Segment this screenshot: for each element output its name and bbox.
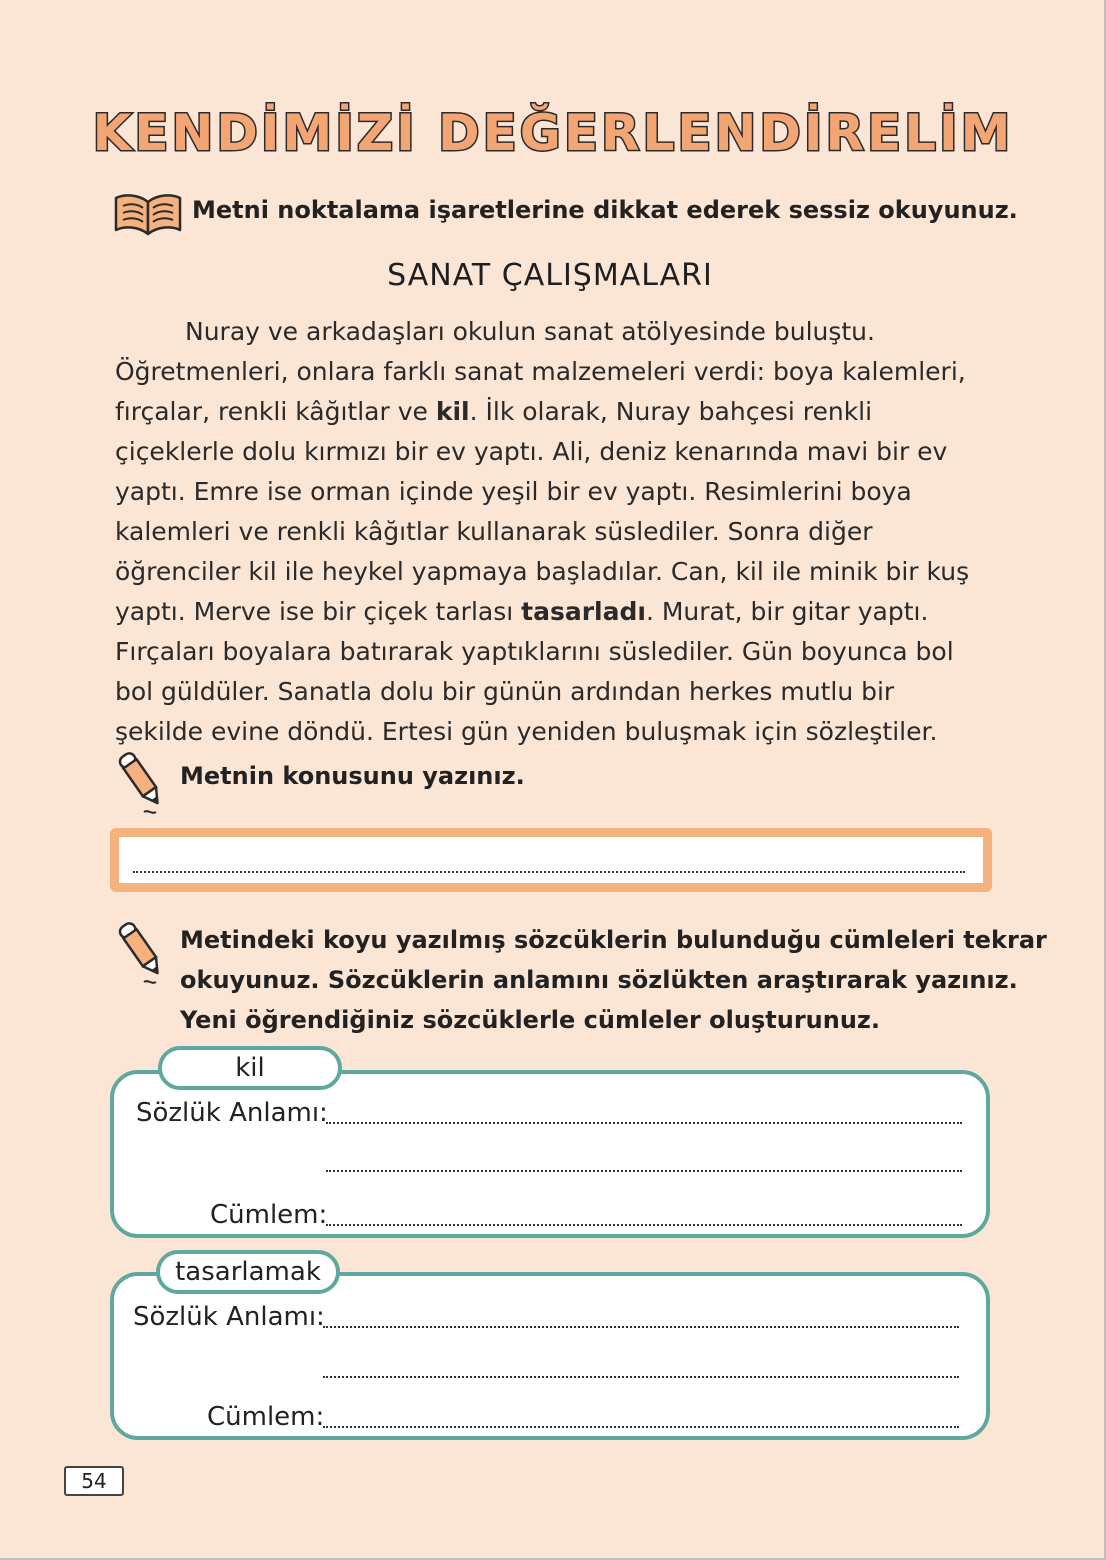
- topic-answer-box[interactable]: [110, 828, 992, 892]
- question-vocabulary-line-3: Yeni öğrendiğiniz sözcüklerle cümleler oluşturunuz.: [180, 1006, 880, 1034]
- word-tab-kil: kil: [158, 1046, 342, 1090]
- story-title: SANAT ÇALIŞMALARI: [387, 258, 713, 293]
- reading-instruction: Metni noktalama işaretlerine dikkat ederek sessiz okuyunuz.: [192, 196, 1018, 224]
- sentence-label: Cümlem:: [207, 1402, 325, 1432]
- story-part-1: Nuray ve arkadaşları okulun sanat atölyesinde buluştu. Öğretmenleri, onlara farklı sanat malzemeleri verdi: boya kalemleri, fırçalar, renkli kâğıtlar ve: [115, 317, 966, 426]
- sentence-answer-line[interactable]: [326, 1224, 962, 1226]
- pencil-icon: [118, 746, 166, 816]
- page-title: KENDİMİZİ DEĞERLENDİRELİM: [92, 104, 1014, 162]
- topic-answer-line[interactable]: [133, 871, 965, 873]
- sentence-label: Cümlem:: [210, 1200, 328, 1230]
- story-text: [115, 312, 990, 752]
- meaning-answer-line-2[interactable]: [323, 1376, 959, 1378]
- bold-word-tasarladi: tasarladı: [521, 597, 646, 626]
- word-tab-tasarlamak: tasarlamak: [156, 1250, 340, 1294]
- question-vocabulary-line-2: okuyunuz. Sözcüklerin anlamını sözlükten araştırarak yazınız.: [180, 966, 1018, 994]
- question-vocabulary: [180, 920, 1047, 1040]
- page-number: 54: [64, 1466, 124, 1496]
- pencil-icon: [118, 916, 166, 986]
- bold-word-kil: kil: [435, 397, 470, 426]
- question-vocabulary-line-1: Metindeki koyu yazılmış sözcüklerin bulunduğu cümleleri tekrar: [180, 926, 1047, 954]
- meaning-label: Sözlük Anlamı:: [136, 1098, 328, 1128]
- meaning-answer-line[interactable]: [326, 1122, 962, 1124]
- meaning-label: Sözlük Anlamı:: [133, 1302, 325, 1332]
- story-part-2: . İlk olarak, Nuray bahçesi renkli çiçeklerle dolu kırmızı bir ev yaptı. Ali, deniz kenarında mavi bir ev yaptı. Emre ise orman içinde yeşil bir ev yaptı. Resimlerini boya kalemleri ve renkli kâğıtlar kullanarak süslediler. Sonra diğer öğrenciler kil ile heykel yapmaya başladılar. Can, kil ile minik bir kuş yaptı. Merve ise bir çiçek tarlası: [115, 397, 970, 626]
- story-part-3: . Murat, bir gitar yaptı. Fırçaları boyalara batırarak yaptıklarını süslediler. Gün boyunca bol bol güldüler. Sanatla dolu bir günün ardından herkes mutlu bir şekilde evine döndü. Ertesi gün yeniden buluşmak için sözleştiler.: [115, 597, 954, 746]
- question-topic: Metnin konusunu yazınız.: [180, 762, 525, 790]
- meaning-answer-line-2[interactable]: [326, 1170, 962, 1172]
- open-book-icon: [112, 190, 184, 238]
- sentence-answer-line[interactable]: [323, 1426, 959, 1428]
- meaning-answer-line[interactable]: [323, 1326, 959, 1328]
